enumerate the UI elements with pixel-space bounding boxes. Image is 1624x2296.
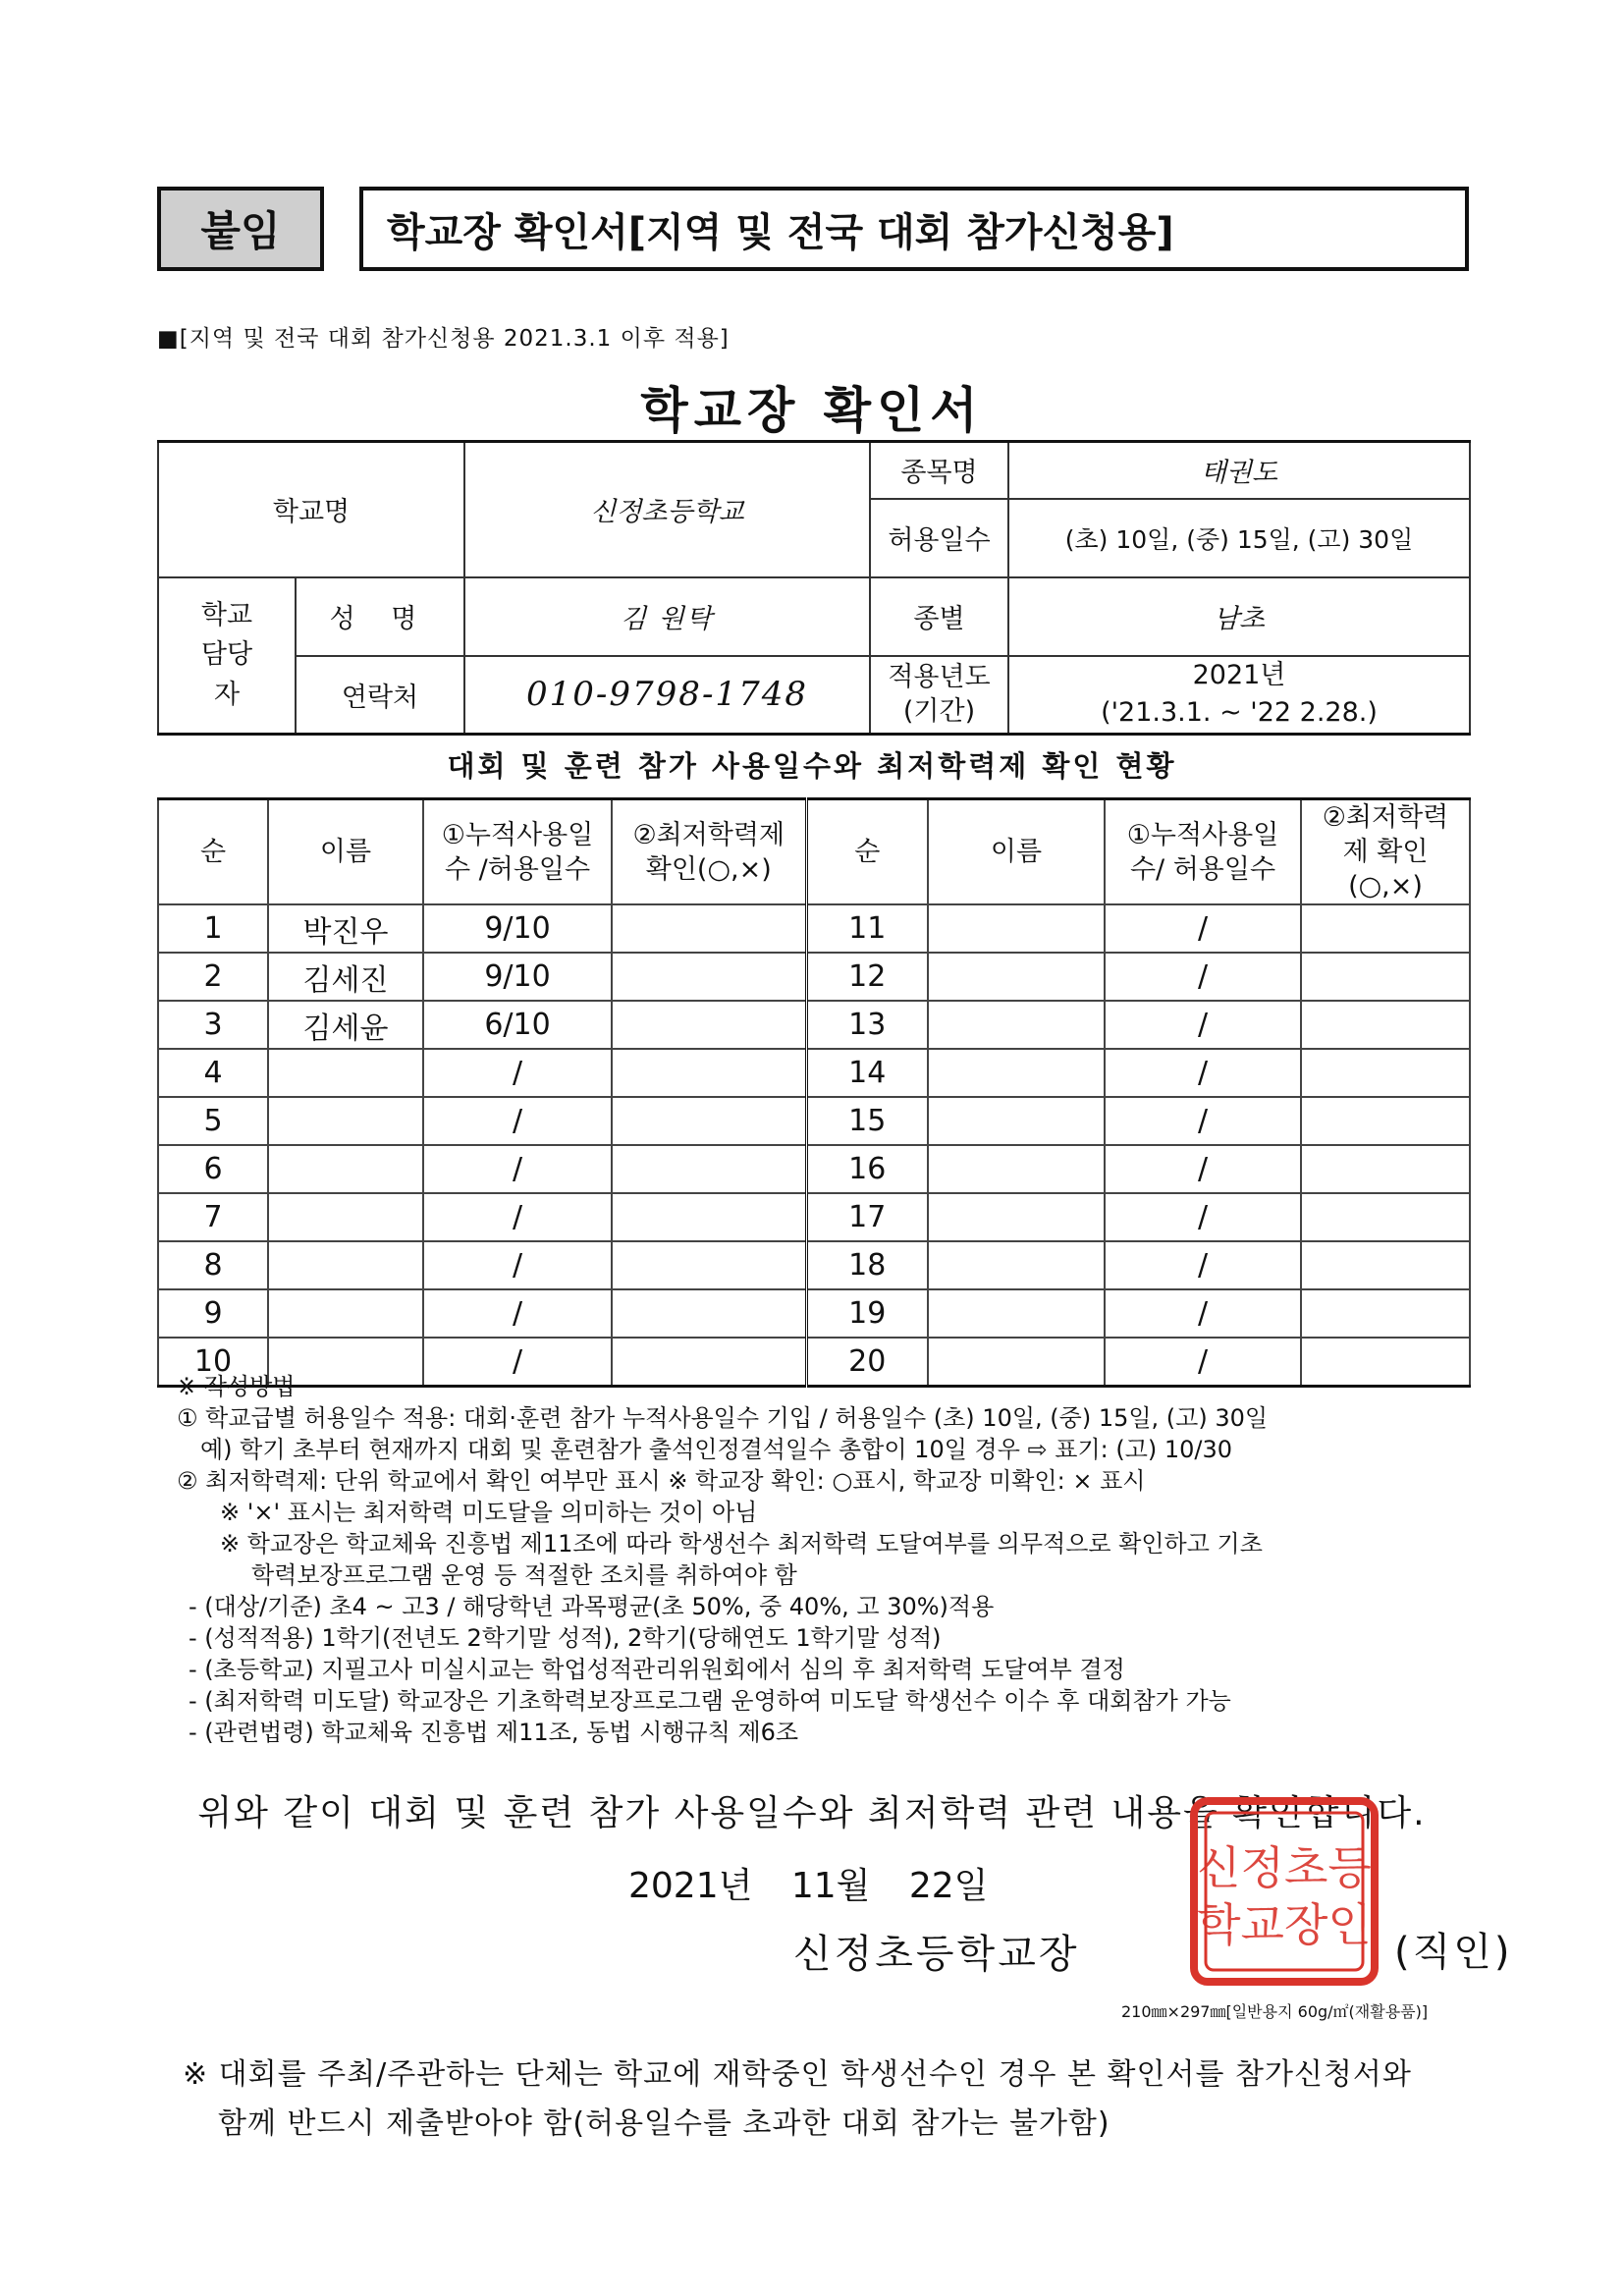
school-value: 신정초등학교	[464, 442, 870, 577]
row-no: 4	[158, 1049, 268, 1097]
svg-text:신정초등: 신정초등	[1197, 1841, 1372, 1894]
row-check-right	[1301, 1289, 1470, 1338]
table-row	[158, 953, 1470, 1001]
row-name-right	[928, 1097, 1105, 1145]
row-check	[612, 904, 806, 953]
info-table	[157, 440, 1471, 736]
row-no: 3	[158, 1001, 268, 1049]
contact-label: 연락처	[296, 656, 464, 735]
method-title: ※ 작성방법	[177, 1373, 296, 1400]
paper-spec: 210㎜×297㎜[일반용지 60g/㎡(재활용품)]	[1121, 2002, 1429, 2021]
row-no-right: 17	[806, 1193, 928, 1241]
row-no: 9	[158, 1289, 268, 1338]
row-days: /	[423, 1241, 612, 1289]
row-check	[612, 953, 806, 1001]
row-no: 10	[158, 1338, 268, 1387]
official-seal-icon	[1186, 1793, 1382, 1990]
allowed-days-value: (초) 10일, (중) 15일, (고) 30일	[1008, 499, 1470, 577]
header-days-right: ①누적사용일수/ 허용일수	[1105, 799, 1301, 905]
method-line-9: - (초등학교) 지필고사 미실시교는 학업성적관리위원회에서 심의 후 최저학력 도달여부 결정	[189, 1656, 1125, 1683]
row-days-right: /	[1105, 1097, 1301, 1145]
row-name-right	[928, 1145, 1105, 1193]
table-row	[158, 1145, 1470, 1193]
row-check-right	[1301, 1097, 1470, 1145]
row-check-right	[1301, 1049, 1470, 1097]
row-no-right: 18	[806, 1241, 928, 1289]
row-days: 6/10	[423, 1001, 612, 1049]
row-no-right: 15	[806, 1097, 928, 1145]
row-no: 6	[158, 1145, 268, 1193]
row-name-right	[928, 1289, 1105, 1338]
row-days-right: /	[1105, 904, 1301, 953]
table-row	[158, 904, 1470, 953]
header-check-right: ②최저학력제 확인(○,×)	[1301, 799, 1470, 905]
row-check-right	[1301, 1338, 1470, 1387]
category-value: 남초	[1008, 577, 1470, 656]
footer-line-1: ※ 대회를 주최/주관하는 단체는 학교에 재학중인 학생선수인 경우 본 확인서를 참가신청서와	[183, 2057, 1412, 2092]
row-days: /	[423, 1193, 612, 1241]
table-row	[158, 1289, 1470, 1338]
year-cell	[1008, 656, 1470, 735]
row-days-right: /	[1105, 1338, 1301, 1387]
section-title: 대회 및 훈련 참가 사용일수와 최저학력제 확인 현황	[447, 749, 1177, 783]
usage-table	[157, 797, 1471, 1388]
row-days-right: /	[1105, 1001, 1301, 1049]
method-line-4: ※ '×' 표시는 최저학력 미도달을 의미하는 것이 아님	[220, 1499, 758, 1526]
row-name: 박진우	[268, 904, 423, 953]
method-line-3: ② 최저학력제: 단위 학교에서 확인 여부만 표시 ※ 학교장 확인: ○표시, 학교장 미확인: × 표시	[177, 1467, 1146, 1495]
row-no: 2	[158, 953, 268, 1001]
row-name-right	[928, 1049, 1105, 1097]
footer-note	[183, 2050, 1412, 2149]
row-name	[268, 1145, 423, 1193]
row-name	[268, 1193, 423, 1241]
attachment-tag: 붙임	[157, 187, 324, 271]
document-header-title: 학교장 확인서[지역 및 전국 대회 참가신청용]	[359, 187, 1469, 271]
row-check	[612, 1193, 806, 1241]
row-check	[612, 1097, 806, 1145]
row-no-right: 19	[806, 1289, 928, 1338]
row-days: /	[423, 1145, 612, 1193]
row-check-right	[1301, 1145, 1470, 1193]
header-no: 순	[158, 799, 268, 905]
row-no: 8	[158, 1241, 268, 1289]
row-name-right	[928, 1241, 1105, 1289]
row-days-right: /	[1105, 1289, 1301, 1338]
row-days-right: /	[1105, 1145, 1301, 1193]
row-name	[268, 1289, 423, 1338]
table-row	[158, 1097, 1470, 1145]
seal-label: (직인)	[1394, 1930, 1513, 1975]
applicability-note: ■[지역 및 전국 대회 참가신청용 2021.3.1 이후 적용]	[157, 326, 730, 352]
table-row	[158, 1049, 1470, 1097]
row-name: 김세진	[268, 953, 423, 1001]
row-check	[612, 1289, 806, 1338]
row-name	[268, 1097, 423, 1145]
svg-text:학교장인: 학교장인	[1197, 1898, 1372, 1951]
sport-label: 종목명	[870, 442, 1008, 499]
row-name	[268, 1049, 423, 1097]
header-name-right: 이름	[928, 799, 1105, 905]
allowed-days-label: 허용일수	[870, 499, 1008, 577]
table-row	[158, 1193, 1470, 1241]
method-line-2: 예) 학기 초부터 현재까지 대회 및 훈련참가 출석인정결석일수 총합이 10일 경우 ⇨ 표기: (고) 10/30	[200, 1436, 1233, 1463]
row-no-right: 20	[806, 1338, 928, 1387]
contact-value: 010-9798-1748	[464, 656, 870, 735]
method-line-7: - (대상/기준) 초4 ~ 고3 / 해당학년 과목평균(초 50%, 중 40%, 고 30%)적용	[189, 1593, 995, 1620]
category-label: 종별	[870, 577, 1008, 656]
row-check	[612, 1001, 806, 1049]
row-check-right	[1301, 904, 1470, 953]
row-check-right	[1301, 1001, 1470, 1049]
row-name-right	[928, 1001, 1105, 1049]
method-line-6: 학력보장프로그램 운영 등 적절한 조치를 취하여야 함	[251, 1561, 797, 1589]
row-days: 9/10	[423, 904, 612, 953]
row-name-right	[928, 904, 1105, 953]
row-check	[612, 1145, 806, 1193]
row-days: /	[423, 1049, 612, 1097]
row-name: 김세윤	[268, 1001, 423, 1049]
row-days-right: /	[1105, 1241, 1301, 1289]
row-days-right: /	[1105, 1193, 1301, 1241]
sport-value: 태권도	[1008, 442, 1470, 499]
principal-signature: 신정초등학교장	[793, 1932, 1080, 1977]
method-line-10: - (최저학력 미도달) 학교장은 기초학력보장프로그램 운영하여 미도달 학생선수 이수 후 대회참가 가능	[189, 1687, 1231, 1715]
writing-method	[177, 1371, 1268, 1748]
row-name-right	[928, 1193, 1105, 1241]
header-name: 이름	[268, 799, 423, 905]
row-no: 7	[158, 1193, 268, 1241]
row-check	[612, 1049, 806, 1097]
name-value: 김 원탁	[464, 577, 870, 656]
year-label: 적용년도 (기간)	[870, 656, 1008, 735]
row-days: /	[423, 1289, 612, 1338]
table-row	[158, 1001, 1470, 1049]
method-line-8: - (성적적용) 1학기(전년도 2학기말 성적), 2학기(당해연도 1학기말 성적)	[189, 1624, 942, 1652]
year-value: 2021년	[1192, 660, 1286, 691]
row-no: 5	[158, 1097, 268, 1145]
row-check	[612, 1241, 806, 1289]
row-days: 9/10	[423, 953, 612, 1001]
method-line-11: - (관련법령) 학교체육 진흥법 제11조, 동법 시행규칙 제6조	[189, 1719, 799, 1746]
row-name	[268, 1241, 423, 1289]
footer-line-2: 함께 반드시 제출받아야 함(허용일수를 초과한 대회 참가는 불가함)	[218, 2106, 1110, 2141]
row-name-right	[928, 953, 1105, 1001]
row-no: 1	[158, 904, 268, 953]
header-days: ①누적사용일수 /허용일수	[423, 799, 612, 905]
period-value: ('21.3.1. ~ '22 2.28.)	[1101, 697, 1378, 729]
confirmation-statement: 위와 같이 대회 및 훈련 참가 사용일수와 최저학력 관련 내용을 확인합니다.	[197, 1793, 1427, 1833]
name-label: 성 명	[296, 577, 464, 656]
manager-label: 학교 담당자	[158, 577, 296, 735]
row-no-right: 12	[806, 953, 928, 1001]
page-title: 학교장 확인서	[640, 382, 984, 439]
row-days-right: /	[1105, 953, 1301, 1001]
row-check-right	[1301, 1241, 1470, 1289]
row-days: /	[423, 1338, 612, 1387]
row-check-right	[1301, 1193, 1470, 1241]
row-no-right: 11	[806, 904, 928, 953]
header-check: ②최저학력제 확인(○,×)	[612, 799, 806, 905]
row-days: /	[423, 1097, 612, 1145]
method-line-1: ① 학교급별 허용일수 적용: 대회·훈련 참가 누적사용일수 기입 / 허용일수 (초) 10일, (중) 15일, (고) 30일	[177, 1404, 1269, 1432]
row-no-right: 13	[806, 1001, 928, 1049]
header-no-right: 순	[806, 799, 928, 905]
sign-date: 2021년 11월 22일	[628, 1866, 989, 1906]
row-no-right: 16	[806, 1145, 928, 1193]
school-label: 학교명	[158, 442, 464, 577]
method-line-5: ※ 학교장은 학교체육 진흥법 제11조에 따라 학생선수 최저학력 도달여부를 의무적으로 확인하고 기초	[220, 1530, 1263, 1558]
row-check-right	[1301, 953, 1470, 1001]
table-row	[158, 1241, 1470, 1289]
row-no-right: 14	[806, 1049, 928, 1097]
row-days-right: /	[1105, 1049, 1301, 1097]
